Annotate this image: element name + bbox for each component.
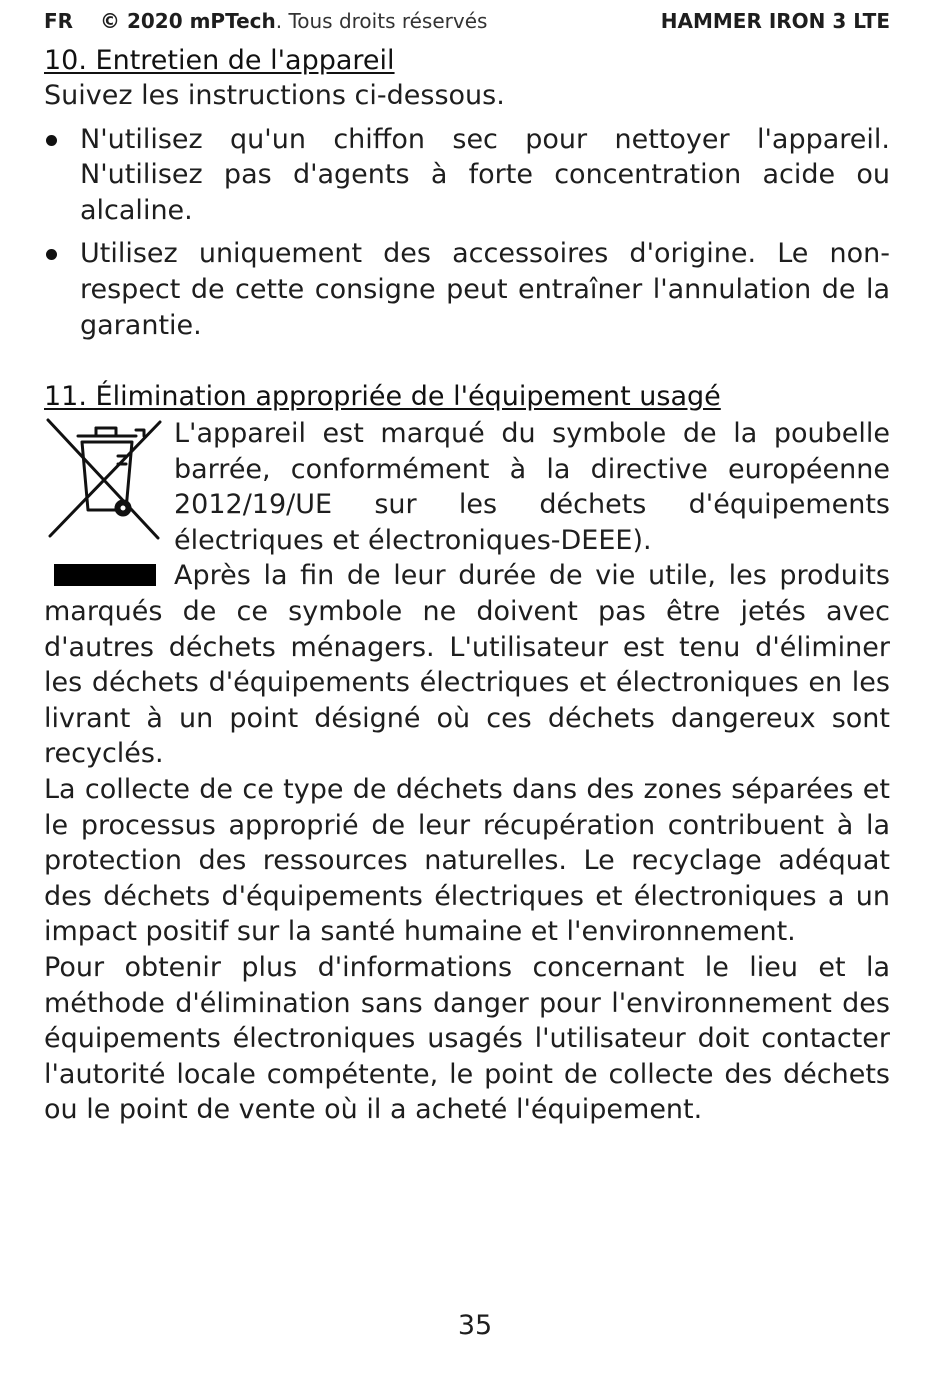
- disposal-paragraph-3: Pour obtenir plus d'informations concernant le lieu et la méthode d'élimination sans danger pour l'environnement des équipements électroniques usagés l'utilisateur doit contacter l'autorité locale compétente, le point de collecte des déchets ou le point de vente où il a acheté l'équipement.: [44, 951, 890, 1126]
- disposal-paragraph-1: Après la fin de leur durée de vie utile, les produits marqués de ce symbole ne doivent pas être jetés avec d'autres déchets ménagers. L'utilisateur est tenu d'éliminer les déchets d'équipements électriques et électroniques en les livrant à un point désigné où ces déchets dangereux sont recyclés.: [44, 560, 890, 770]
- weee-description: L'appareil est marqué du symbole de la poubelle barrée, conformément à la directive européenne 2012/19/UE sur les déchets d'équipements électriques et électroniques-DEEE).: [174, 418, 890, 556]
- copyright-holder: © 2020 mPTech: [100, 9, 276, 33]
- device-model: HAMMER IRON 3 LTE: [660, 9, 890, 33]
- copyright-notice: [100, 8, 487, 34]
- maintenance-list: [44, 122, 890, 344]
- section-title-disposal: 11. Élimination appropriée de l'équipement usagé: [44, 381, 721, 412]
- bullet-icon: [46, 135, 57, 146]
- section-disposal: [44, 380, 890, 1128]
- disposal-paragraph-2: La collecte de ce type de déchets dans des zones séparées et le processus approprié de leur récupération contribuent à la protection des ressources naturelles. Le recyclage adéquat des déchets d'équipements électriques et électroniques a un impact positif sur la santé humaine et l'environnement.: [44, 773, 890, 948]
- page-number: 35: [457, 1310, 493, 1341]
- list-item-text: Utilisez uniquement des accessoires d'origine. Le non-respect de cette consigne peut entraîner l'annulation de la garantie.: [80, 238, 890, 341]
- list-item: [44, 236, 890, 343]
- weee-black-bar: [54, 564, 156, 586]
- page-header: [44, 8, 890, 34]
- copyright-rights: . Tous droits réservés: [275, 9, 488, 33]
- bullet-icon: [46, 249, 57, 260]
- list-item-text: N'utilisez qu'un chiffon sec pour nettoyer l'appareil. N'utilisez pas d'agents à forte concentration acide ou alcaline.: [80, 123, 890, 226]
- list-item: [44, 122, 890, 229]
- section-title-maintenance: 10. Entretien de l'appareil: [44, 45, 395, 76]
- language-code: FR: [44, 9, 74, 33]
- section-intro: Suivez les instructions ci-dessous.: [44, 80, 505, 111]
- section-maintenance: [44, 44, 890, 351]
- crossed-out-wheelie-bin-icon: [44, 416, 166, 541]
- weee-block: [44, 416, 890, 558]
